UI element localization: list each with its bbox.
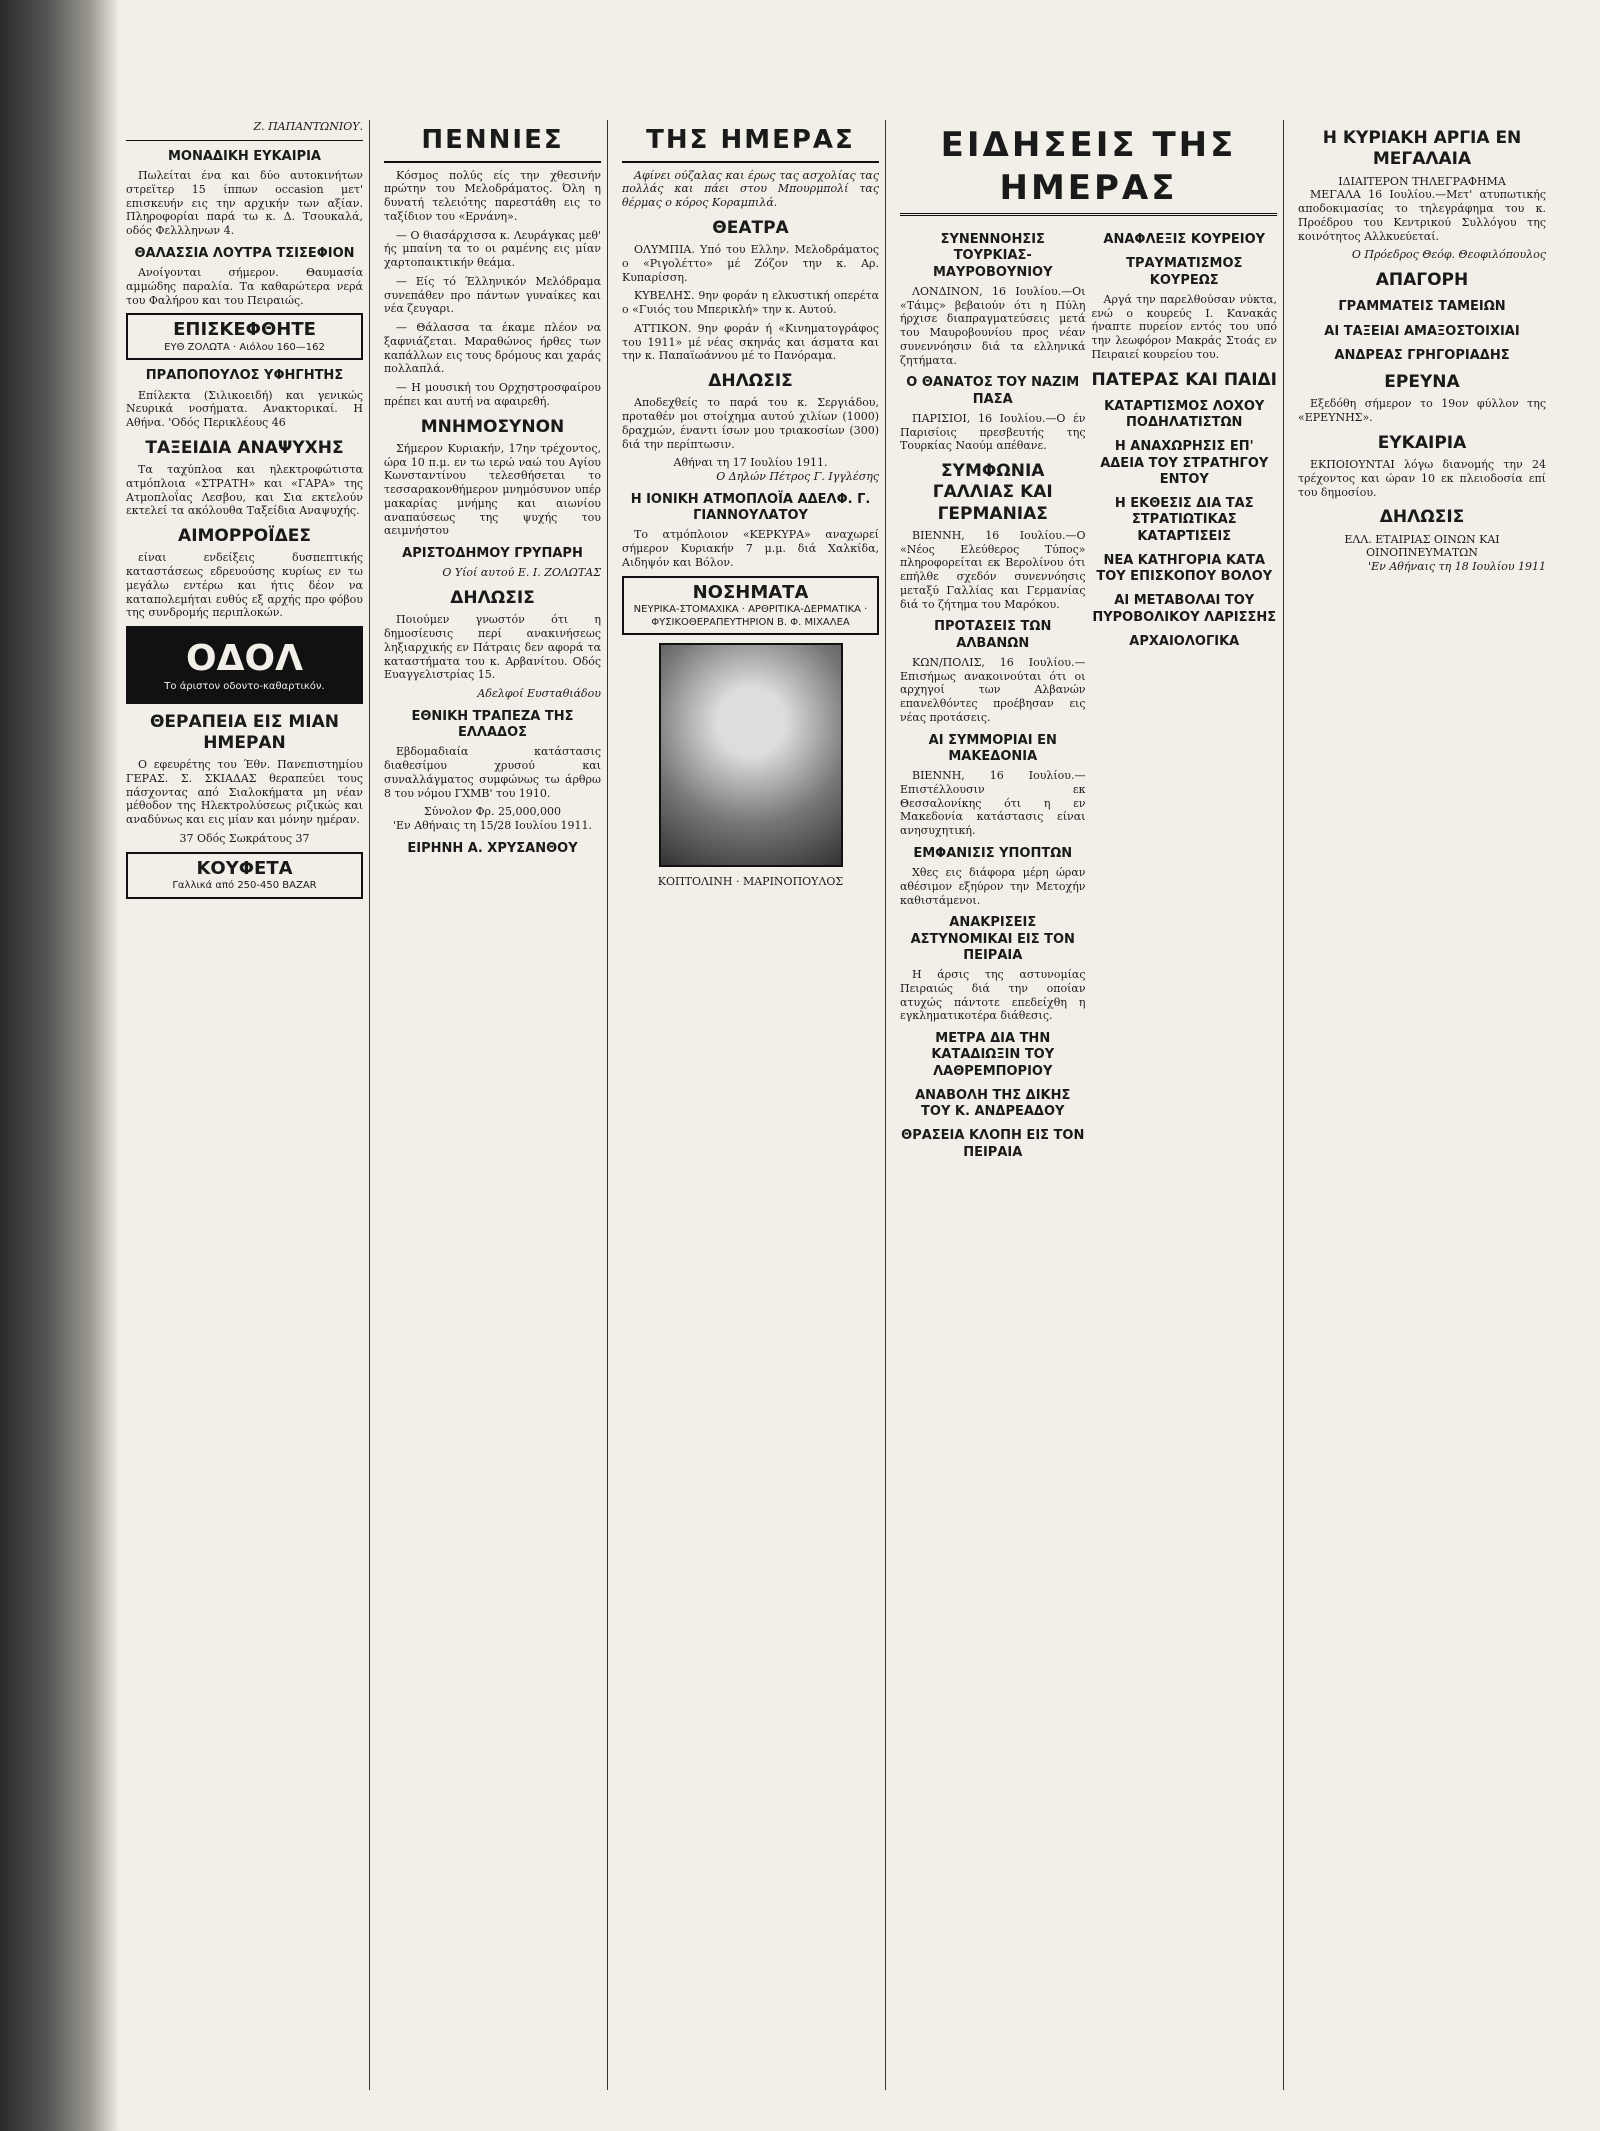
scan-dark-edge: [0, 0, 120, 2131]
article-title: ΕΥΚΑΙΡΙΑ: [1377, 432, 1467, 453]
article-text: Αργά την παρελθούσαν νύκτα, ενώ ο κουρεύς Ι. Κανακάς ήναπτε πυρείον εντός του υπό την λεωφόρον Μακράς Στοάς εν Πειραιεί κουρείου του.: [1091, 292, 1277, 361]
article-text: Εβδομαδιαία κατάστασις διαθεσίμου χρυσού και συναλλάγματος συμφώνως τω άρθρω 8 του νόμου ΓΧΜΒ' του 1910.: [384, 745, 601, 800]
article-title: ΑΡΧΑΙΟΛΟΓΙΚΑ: [1129, 633, 1240, 649]
section-heading: ΠΕΝΝΙΕΣ: [384, 124, 601, 163]
article-title: ΕΡΕΥΝΑ: [1384, 372, 1460, 392]
article-title: ΕΘΝΙΚΗ ΤΡΑΠΕΖΑ ΤΗΣ ΕΛΛΑΔΟΣ: [411, 708, 574, 740]
article-title: ΘΕΡΑΠΕΙΑ ΕΙΣ ΜΙΑΝ ΗΜΕΡΑΝ: [149, 711, 340, 753]
article-text: Αποδεχθείς το παρά του κ. Σεργιάδου, προταθέν μοι στοίχημα αυτού χιλίων (1000) δραχμών, έναντι ίσων μου τριακοσίων (300) διά την περίπτωσιν.: [622, 396, 879, 451]
article-text: ΠΑΡΙΣΙΟΙ, 16 Ιουλίου.—Ο έν Παρισίοις πρεσβευτής της Τουρκίας Ναούμ απέθανε.: [900, 411, 1086, 453]
advert-subtitle: ΕΥΘ ΖΟΛΩΤΑ · Αιόλου 160—162: [164, 341, 325, 353]
article-text: ΛΟΝΔΙΝΟΝ, 16 Ιουλίου.—Οι «Τάιμς» βεβαιούν ότι η Πύλη ήρχισε διαπραγματεύσεις μετά του Μαυροβουνίου προς νέαν συνεννόησιν διά τα ελληνικά ζητήματα.: [900, 284, 1086, 367]
article-title: Η ΙΟΝΙΚΗ ΑΤΜΟΠΛΟΪΑ ΑΔΕΛΦ. Γ. ΓΙΑΝΝΟΥΛΑΤΟΥ: [630, 491, 871, 523]
article-title: ΑΙ ΤΑΞΕΙΑΙ ΑΜΑΞΟΣΤΟΙΧΙΑΙ: [1324, 323, 1520, 339]
article-title: Η ΕΚΘΕΣΙΣ ΔΙΑ ΤΑΣ ΣΤΡΑΤΙΩΤΙΚΑΣ ΚΑΤΑΡΤΙΣΕΙΣ: [1114, 496, 1254, 544]
article-title: ΚΑΤΑΡΤΙΣΜΟΣ ΛΟΧΟΥ ΠΟΔΗΛΑΤΙΣΤΩΝ: [1104, 398, 1265, 430]
article-title: ΔΗΛΩΣΙΣ: [450, 588, 535, 608]
advert-box: [126, 852, 363, 899]
article-text: ΒΙΕΝΝΗ, 16 Ιουλίου.—Ο «Νέος Ελεύθερος Τύπος» πληροφορείται εκ Βερολίνου ότι επήλθε σχεδόν συνεννόησις μεταξύ Γαλλίας και Γερμανίας διά το ζήτημα του Μαρόκου.: [900, 528, 1086, 611]
article-title: Η ΚΥΡΙΑΚΗ ΑΡΓΙΑ ΕΝ ΜΕΓΑΛΑΙΑ: [1322, 128, 1522, 170]
article-text: ΕΚΠΟΙΟΥΝΤΑΙ λόγω διανομής την 24 τρέχοντος και ώραν 10 εκ πλειοδοσία επί του δημοσίου.: [1298, 458, 1546, 499]
column-5: [1292, 120, 1552, 2090]
column-4: [894, 120, 1284, 2090]
article-title: ΘΡΑΣΕΙΑ ΚΛΟΠΗ ΕΙΣ ΤΟΝ ΠΕΙΡΑΙΑ: [901, 1128, 1085, 1160]
article-subtitle: ΙΔΙΑΙΤΕΡΟΝ ΤΗΛΕΓΡΑΦΗΜΑ: [1338, 174, 1506, 188]
article-text: ΜΕΓΑΛΑ 16 Ιουλίου.—Μετ' ατυπωτικής αποδοκιμασίας το τηλεγράφημα του κ. Προέδρου του Κεντρικού Συλλόγου της κοινότητος Αλλκυεύεταί.: [1298, 188, 1546, 243]
article-text: Επίλεκτα (Σιλικοειδή) και γενικώς Νευρικά νοσήματα. Ανακτορικαί. Η Αθήνα. 'Οδός Περικλέους 46: [126, 388, 363, 429]
advert-subtitle: Γαλλικά από 250-450 BAZAR: [172, 880, 317, 891]
advert-title: ΕΠΙΣΚΕΦΘΗΤΕ: [173, 319, 316, 341]
article-text: — Η μουσική του Ορχηστροσφαίρου πρέπει και αυτή να αφαιρεθή.: [384, 381, 601, 408]
article-title: ΑΝΑΒΟΛΗ ΤΗΣ ΔΙΚΗΣ ΤΟΥ Κ. ΑΝΔΡΕΑΔΟΥ: [915, 1087, 1071, 1119]
article-title: ΑΝΑΚΡΙΣΕΙΣ ΑΣΤΥΝΟΜΙΚΑΙ ΕΙΣ ΤΟΝ ΠΕΙΡΑΙΑ: [910, 915, 1075, 963]
article-title: Ο ΘΑΝΑΤΟΣ ΤΟΥ ΝΑΖΙΜ ΠΑΣΑ: [906, 375, 1080, 407]
article-title: ΠΑΤΕΡΑΣ ΚΑΙ ΠΑΙΔΙ: [1091, 369, 1278, 390]
article-text: Χθες εις διάφορα μέρη ώραν αθέσιμον εξηύρον την Μετοχήν καθιστάμενοι.: [900, 866, 1086, 907]
advert-subtitle: ΝΕΥΡΙΚΑ-ΣΤΟΜΑΧΙΚΑ · ΑΡΘΡΙΤΙΚΑ-ΔΕΡΜΑΤΙΚΑ · ΦΥΣΙΚΟΘΕΡΑΠΕΥΤΗΡΙΟΝ Β. Φ. ΜΙΧΑΛΕΑ: [633, 604, 868, 628]
article-title: ΑΙ ΜΕΤΑΒΟΛΑΙ ΤΟΥ ΠΥΡΟΒΟΛΙΚΟΥ ΛΑΡΙΣΣΗΣ: [1092, 593, 1277, 625]
newspaper-page: [120, 120, 1570, 2090]
news-subcolumns: [900, 224, 1277, 1165]
poem-text: Αφίνει ούζαλας και έρως τας ασχολίας τας πολλάς και πάει στου Μπουρμπολί τας θέρμας ο κόρος Κοραμπιλά.: [622, 168, 879, 209]
date: Αθήναι τη 17 Ιουλίου 1911.: [673, 456, 828, 470]
article-text: ΚΥΒΕΛΗΣ. 9ην φοράν η ελκυστική οπερέτα ο «Γυιός του Μπερικλή» την κ. Αυτού.: [622, 289, 879, 316]
signature: Ο Πρόεδρος Θεόφ. Θεοφιλόπουλος: [1351, 248, 1546, 262]
article-title: Η ΑΝΑΧΩΡΗΣΙΣ ΕΠ' ΑΔΕΙΑ ΤΟΥ ΣΤΡΑΤΗΓΟΥ ΕΝΤΟΥ: [1100, 439, 1269, 487]
article-title: ΔΗΛΩΣΙΣ: [1379, 507, 1465, 528]
news-subcolumn-right: [1092, 224, 1278, 1165]
article-text: ΑΤΤΙΚΟΝ. 9ην φοράν ή «Κινηματογράφος του 1911» μέ νέας σκηνάς και άσματα και την κ. Παπαϊωάννου μέ το Πανόραμα.: [622, 321, 879, 363]
article-text: Ο εφευρέτης του Έθν. Πανεπιστημίου ΓΕΡΑΣ. Σ. ΣΚΙΑΔΑΣ θεραπεύει τους πάσχοντας από Σιαλοκήματα μη νέαν μέθοδον της Ηλεκτρολύσεως ριζικώς και αναδύνως και εις μίαν και μόνην ημέραν.: [126, 758, 363, 826]
news-subcolumn-left: [900, 224, 1086, 1165]
section-heading: ΕΙΔΗΣΕΙΣ ΤΗΣ ΗΜΕΡΑΣ: [900, 124, 1277, 216]
signature: Ο Υίοί αυτού Ε. Ι. ΖΟΛΩΤΑΣ: [442, 566, 601, 580]
section-heading: ΤΗΣ ΗΜΕΡΑΣ: [622, 124, 879, 163]
article-title: ΜΟΝΑΔΙΚΗ ΕΥΚΑΙΡΙΑ: [168, 148, 321, 164]
portrait-illustration: [659, 643, 843, 867]
article-text: Η άρσις της αστυνομίας Πειραιώς διά την οποίαν ατυχώς πάντοτε επεδείχθη η εγκληματικοτέρα διάθεσις.: [900, 968, 1086, 1023]
article-title: ΑΝΔΡΕΑΣ ΓΡΗΓΟΡΙΑΔΗΣ: [1334, 347, 1510, 363]
advert-box: [126, 313, 363, 360]
signature: Ο Δηλών Πέτρος Γ. Ιγγλέσης: [716, 470, 879, 483]
column-1: [120, 120, 370, 2090]
article-title: ΕΙΡΗΝΗ Α. ΧΡΥΣΑΝΘΟΥ: [407, 840, 578, 856]
advert-title: ΝΟΣΗΜΑΤΑ: [692, 581, 809, 603]
article-title: ΣΥΜΦΩΝΙΑ ΓΑΛΛΙΑΣ ΚΑΙ ΓΕΡΜΑΝΙΑΣ: [932, 461, 1053, 524]
signature: Αδελφοί Ευσταθιάδου: [477, 687, 601, 700]
article-title: ΜΕΤΡΑ ΔΙΑ ΤΗΝ ΚΑΤΑΔΙΩΞΙΝ ΤΟΥ ΛΑΘΡΕΜΠΟΡΙΟΥ: [931, 1031, 1055, 1079]
article-title: ΑΙΜΟΡΡΟΪΔΕΣ: [178, 526, 311, 546]
advert-title: ΚΟΥΦΕΤΑ: [196, 857, 293, 879]
article-title: ΤΑΞΕΙΔΙΑ ΑΝΑΨΥΧΗΣ: [145, 437, 344, 458]
article-title: ΑΙ ΣΥΜΜΟΡΙΑΙ ΕΝ ΜΑΚΕΔΟΝΙΑ: [928, 732, 1057, 764]
article-text: Τα ταχύπλοα και ηλεκτροφώτιστα ατμόπλοια «ΣΤΡΑΤΗ» και «ΓΑΡΑ» της Ατμοπλοΐας Λεσβου, και Σια εκτελούν εκτελεί τα ακόλουθα Ταξείδια Αναψυχής.: [126, 463, 363, 518]
person-name: ΑΡΙΣΤΟΔΗΜΟΥ ΓΡΥΠΑΡΗ: [402, 546, 583, 561]
advert-box: [622, 576, 879, 636]
advert-logo: ΟΔΟΛ: [186, 638, 303, 679]
article-text: είναι ενδείξεις δυσπεπτικής καταστάσεως εδρευούσης κυρίως εν τω μεγάλω εντέρω και ήτις δέον να καταπολεμήται ευθύς εξ αρχής προ φόβου της συνδρομής περιπλοκών.: [126, 551, 363, 620]
article-title: ΝΕΑ ΚΑΤΗΓΟΡΙΑ ΚΑΤΑ ΤΟΥ ΕΠΙΣΚΟΠΟΥ ΒΟΛΟΥ: [1096, 552, 1273, 584]
article-title: ΣΥΝΕΝΝΟΗΣΙΣ ΤΟΥΡΚΙΑΣ-ΜΑΥΡΟΒΟΥΝΙΟΥ: [932, 232, 1053, 280]
odol-advert: [126, 626, 363, 704]
date: 'Εν Αθήναις τη 18 Ιουλίου 1911: [1368, 560, 1546, 573]
article-text: Ανοίγονται σήμερον. Θαυμασία αμμώδης παραλία. Τα καθαρώτερα νερά του Φαλήρου και του Πειραιώς.: [126, 266, 363, 307]
advert-caption: ΚΟΠΤΟΛΙΝΗ · ΜΑΡΙΝΟΠΟΥΛΟΣ: [657, 875, 844, 888]
signature: Ζ. ΠΑΠΑΝΤΩΝΙΟΥ.: [253, 120, 363, 133]
article-title: ΜΝΗΜΟΣΥΝΟΝ: [420, 416, 565, 437]
article-title: ΤΡΑΥΜΑΤΙΣΜΟΣ ΚΟΥΡΕΩΣ: [1126, 256, 1243, 288]
advert-tagline: Το άριστον οδοντο-καθαρτικόν.: [164, 681, 325, 692]
article-text: — Ο θιασάρχισσα κ. Λευράγκας μεθ' ής μπαίνη τα το οι ραμένης εις μίαν χαρτοπαικτικήν θεάμα.: [384, 228, 601, 269]
article-title: ΑΝΑΦΛΕΞΙΣ ΚΟΥΡΕΙΟΥ: [1103, 232, 1266, 247]
article-title: ΠΡΟΤΑΣΕΙΣ ΤΩΝ ΑΛΒΑΝΩΝ: [934, 619, 1052, 651]
column-2: [378, 120, 608, 2090]
amount: Σύνολον Φρ. 25,000,000: [423, 805, 561, 819]
article-title: ΘΕΑΤΡΑ: [712, 217, 789, 238]
article-text: Κόσμος πολύς είς την χθεσινήν πρώτην του Μελοδράματος. Όλη η δυνατή τελειότης παρεστάθη εις το ταξίδιον του «Ερνάνη».: [384, 168, 601, 223]
article-title: ΓΡΑΜΜΑΤΕΙΣ ΤΑΜΕΙΩΝ: [1338, 299, 1506, 315]
column-3: [616, 120, 886, 2090]
article-text: ΟΛΥΜΠΙΑ. Υπό του Ελλην. Μελοδράματος ο «Ριγολέττο» μέ Ζόζον την κ. Αρ. Κυπαρίσση.: [622, 243, 879, 284]
article-text: Το ατμόπλοιον «ΚΕΡΚΥΡΑ» αναχωρεί σήμερον Κυριακήν 7 μ.μ. διά Χαλκίδα, Αιδηψόν και Βόλον.: [622, 528, 879, 569]
article-title: ΑΠΑΓΟΡΗ: [1375, 270, 1469, 290]
article-title: ΔΗΛΩΣΙΣ: [708, 371, 793, 391]
article-text: Πωλείται ένα και δύο αυτοκινήτων στρεϊτερ 15 ίππων occasion μετ' επισκευήν εις την αρχικήν των αξίαν. Πληροφορίαι παρά τω κ. Δ. Τσουκαλά, οδός Φελλληνων 4.: [126, 169, 363, 237]
article-text: ΒΙΕΝΝΗ, 16 Ιουλίου.—Επιστέλλουσιν εκ Θεσσαλονίκης ότι η εν Μακεδονία κατάστασις είναι ανησυχητική.: [900, 769, 1086, 837]
article-title: ΠΡΑΠΟΠΟΥΛΟΣ ΥΦΗΓΗΤΗΣ: [145, 368, 344, 384]
article-text: — Θάλασσα τα έκαμε πλέον να ξαφνιάζεται. Μαραθώνος ήρθες των καπάλλων εις τους δρόμους και χαράς πολλαπλά.: [384, 321, 601, 376]
date: 'Εν Αθήναις τη 15/28 Ιουλίου 1911.: [392, 819, 593, 832]
divider: [126, 140, 363, 141]
article-subtitle: ΕΛΛ. ΕΤΑΙΡΙΑΣ ΟΙΝΩΝ ΚΑΙ ΟΙΝΟΠΝΕΥΜΑΤΩΝ: [1344, 532, 1500, 560]
article-title: ΘΑΛΑΣΣΙΑ ΛΟΥΤΡΑ ΤΣΙΣΕΦΙΟΝ: [134, 245, 355, 261]
article-text: ΚΩΝ/ΠΟΛΙΣ, 16 Ιουλίου.—Επισήμως ανακοινούται ότι οι αρχηγοί των Αλβανών επανελθόντες προέβησαν εις νέας προτάσεις.: [900, 655, 1086, 724]
article-text: Σήμερον Κυριακήν, 17ην τρέχοντος, ώρα 10 π.μ. εν τω ιερώ ναώ του Αγίου Κωνσταντίνου τελεσθήσεται το τεσσαρακονθήμερον μνημόσυνον υπέρ μακαρίας μνήμης και αιωνίου αναπαύσεως της ψυχής του αειμνήστου: [384, 441, 601, 538]
article-title: ΕΜΦΑΝΙΣΙΣ ΥΠΟΠΤΩΝ: [913, 845, 1073, 861]
address: 37 Οδός Σωκράτους 37: [179, 831, 310, 845]
article-text: — Είς τό Έλληνικόν Μελόδραμα συνεπάθεν προ πάντων γυναίκες και νέα ζευγαρι.: [384, 274, 601, 316]
article-text: Εξεδόθη σήμερον το 19ον φύλλον της «ΕΡΕΥΝΗΣ».: [1298, 397, 1546, 424]
article-text: Ποιούμεν γνωστόν ότι η δημοσίευσις περί ανακινήσεως ληξιαρχικής εν Πάτραις δεν αφορά τα καταστήματα του κ. Αρβανίτου. Οδός Ευαγγελιστρίας 15.: [384, 613, 601, 682]
